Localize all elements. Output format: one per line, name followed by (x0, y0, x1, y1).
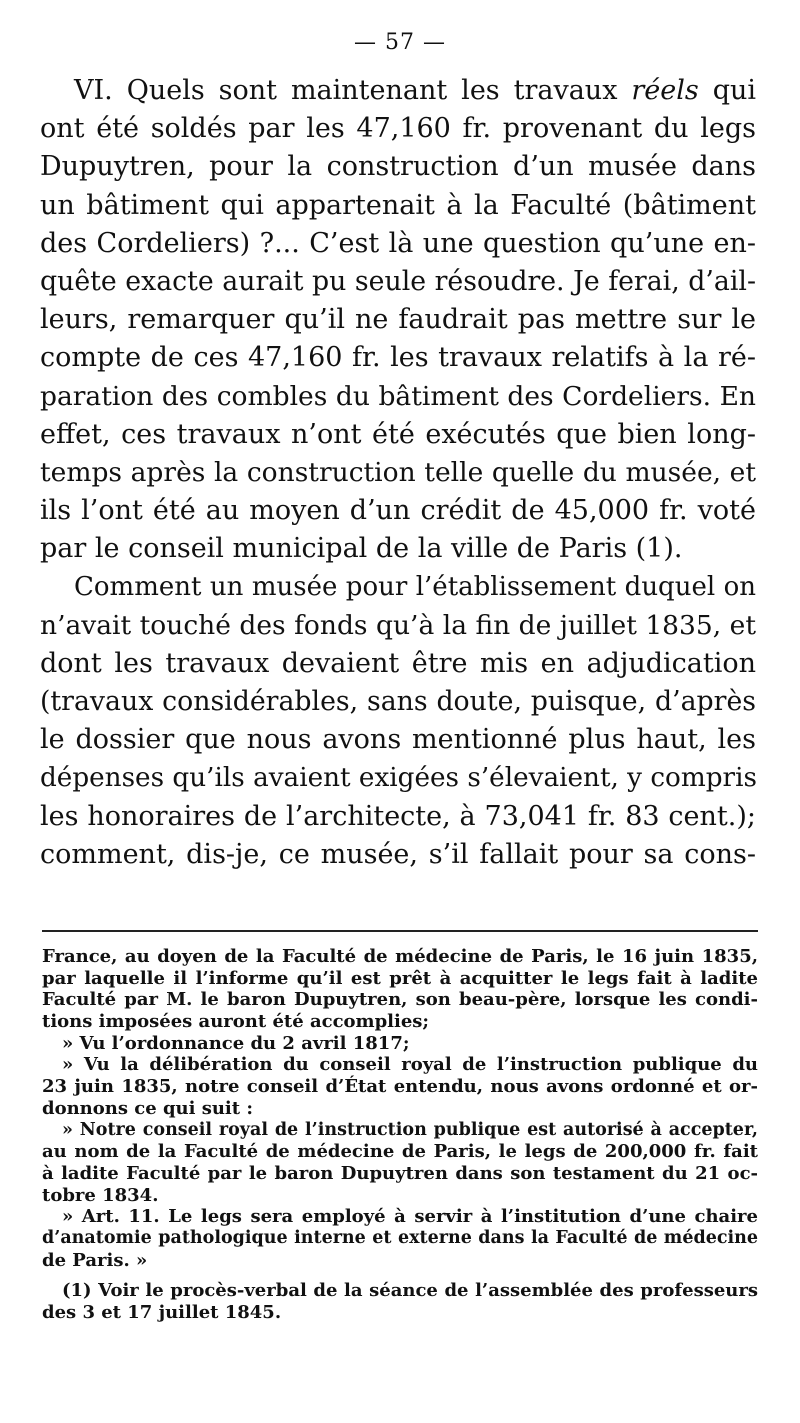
body-line (40, 72, 756, 110)
note-line: de Paris. » (42, 1249, 148, 1271)
note-line: » Vu la délibération du conseil royal de l’instruction publique du (62, 1054, 758, 1076)
body-line: Dupuytren, pour la construction d’un musée dans (40, 151, 756, 183)
body-line: ils l’ont été au moyen d’un crédit de 45,000 fr. voté (40, 495, 756, 527)
note-line: à ladite Faculté par le baron Dupuytren dans son testament du 21 oc- (42, 1162, 758, 1184)
note-line: 23 juin 1835, notre conseil d’État entendu, nous avons ordonné et or- (42, 1076, 758, 1098)
body-line: un bâtiment qui appartenait à la Faculté (bâtiment (40, 189, 756, 221)
emphasis-reels: réels (631, 75, 699, 106)
footnote-separator (42, 930, 758, 932)
body-line: par le conseil municipal de la ville de Paris (1). (40, 533, 683, 565)
notes-block (42, 946, 758, 1324)
body-line: dépenses qu’ils avaient exigées s’élevaient, y compris (40, 763, 757, 794)
body-line: quête exacte aurait pu seule résoudre. Je ferai, d’ail- (40, 265, 756, 297)
body-line: comment, dis-je, ce musée, s’il fallait pour sa cons- (40, 838, 756, 870)
footnote-line: des 3 et 17 juillet 1845. (42, 1302, 282, 1323)
note-line: d’anatomie pathologique interne et externe dans la Faculté de médecine (42, 1227, 758, 1248)
note-line: au nom de la Faculté de médecine de Paris, le legs de 200,000 fr. fait (42, 1141, 758, 1163)
body-line-end: qui (698, 75, 757, 106)
body-line: le dossier que nous avons mentionné plus haut, les (40, 724, 756, 756)
body-line: les honoraires de l’architecte, à 73,041 fr. 83 cent.); (40, 800, 756, 832)
body-line: (travaux considérables, sans doute, puisque, d’après (40, 686, 756, 717)
body-line: effet, ces travaux n’ont été exécutés que bien long- (40, 418, 756, 450)
note-line: tions imposées auront été accomplies; (42, 1011, 430, 1033)
body-line-start: VI. Quels sont maintenant les travaux (74, 75, 632, 106)
page-number: — 57 — (354, 30, 446, 55)
body-line: leurs, remarquer qu’il ne faudrait pas mettre sur le (40, 304, 756, 336)
body-line: ont été soldés par les 47,160 fr. provenant du legs (40, 113, 756, 145)
note-line: » Vu l’ordonnance du 2 avril 1817; (62, 1032, 410, 1054)
note-line: par laquelle il l’informe qu’il est prêt à acquitter le legs fait à ladite (42, 967, 758, 989)
note-line: France, au doyen de la Faculté de médecine de Paris, le 16 juin 1835, (42, 946, 758, 967)
body-line: compte de ces 47,160 fr. les travaux relatifs à la ré- (40, 342, 756, 374)
body-line: des Cordeliers) ?... C’est là une question qu’une en- (40, 227, 756, 259)
note-line: tobre 1834. (42, 1184, 159, 1206)
note-line: Faculté par M. le baron Dupuytren, son beau-père, lorsque les condi- (42, 989, 758, 1011)
body-line: dont les travaux devaient être mis en adjudication (40, 647, 756, 679)
note-line: » Art. 11. Le legs sera employé à servir à l’institution d’une chaire (62, 1206, 758, 1228)
body-line: temps après la construction telle quelle du musée, et (40, 456, 756, 488)
footnote-line: (1) Voir le procès-verbal de la séance de l’assemblée des professeurs (62, 1280, 758, 1302)
main-text (40, 72, 756, 874)
body-line: paration des combles du bâtiment des Cordeliers. En (40, 380, 756, 412)
body-line: Comment un musée pour l’établissement duquel on (74, 572, 756, 603)
note-line: donnons ce qui suit : (42, 1097, 253, 1119)
note-line: » Notre conseil royal de l’instruction publique est autorisé à accepter, (62, 1119, 758, 1140)
body-line: n’avait touché des fonds qu’à la fin de juillet 1835, et (40, 609, 756, 641)
footnote-gap (42, 1271, 758, 1280)
